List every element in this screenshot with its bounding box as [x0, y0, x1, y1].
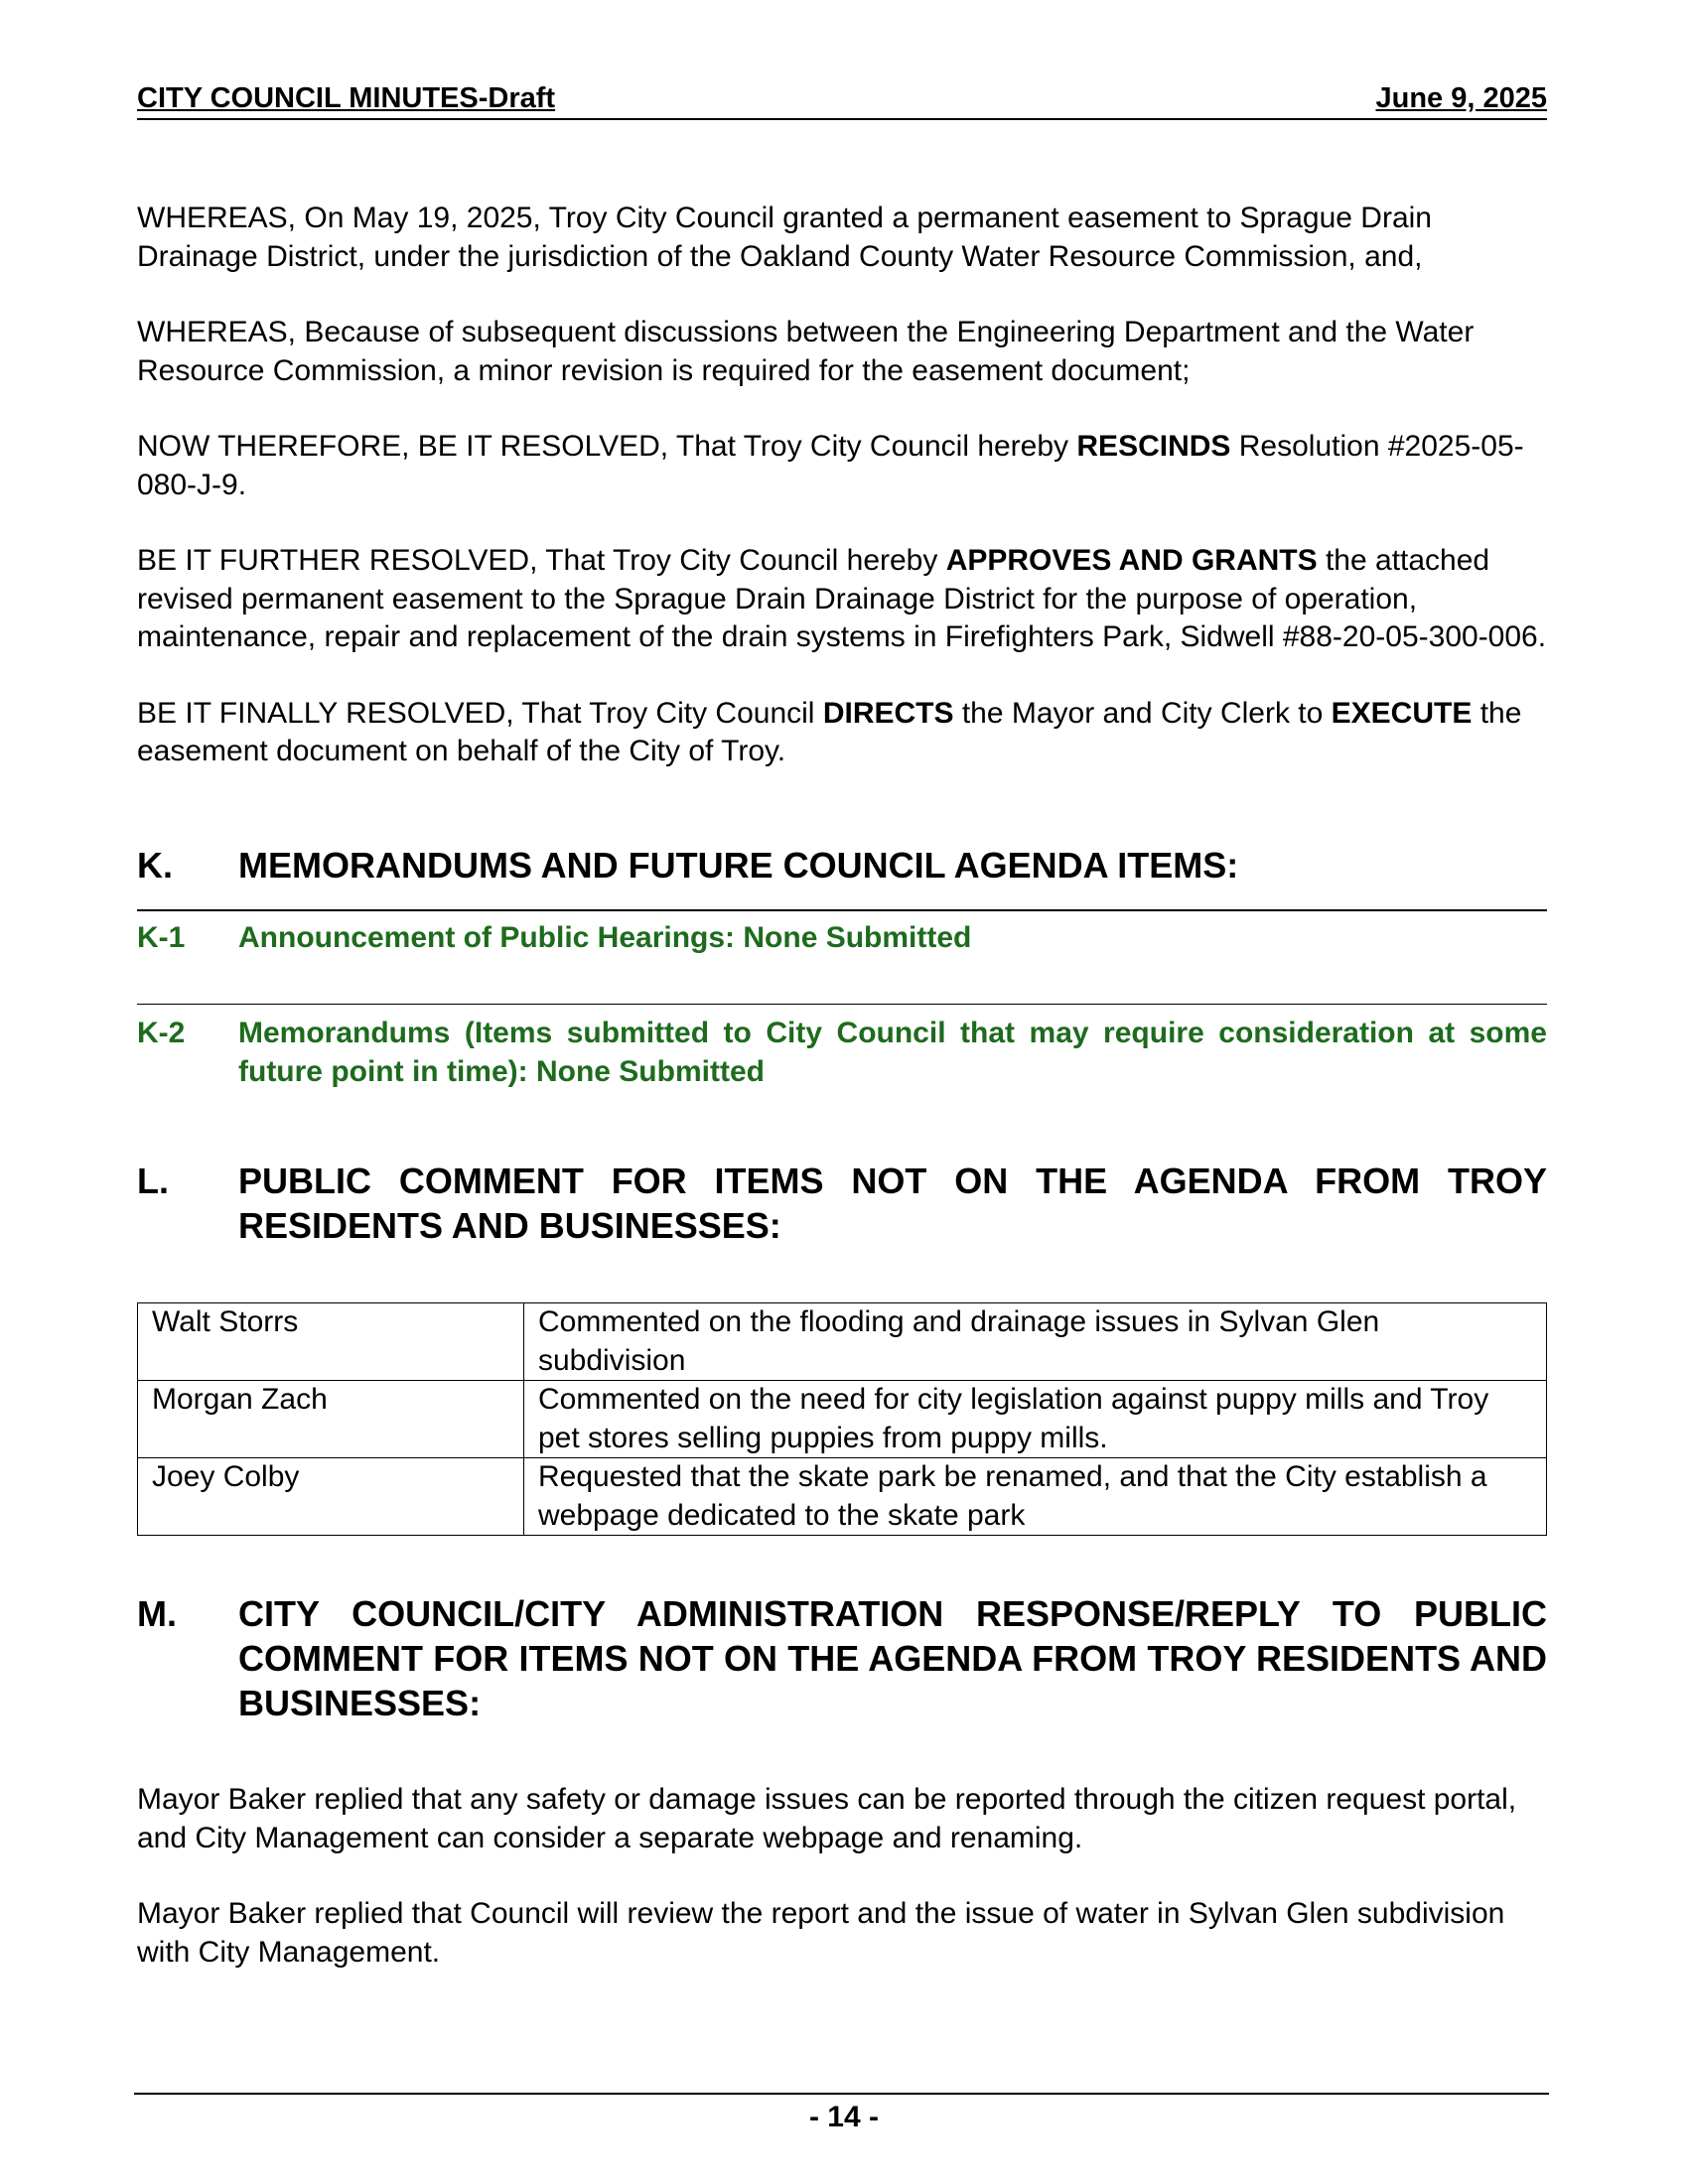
page-header	[137, 79, 1547, 120]
comment-text: Commented on the need for city legislation against puppy mills and Troy pet stores selling puppies from puppy mills.	[524, 1381, 1547, 1458]
comment-text: Commented on the flooding and drainage issues in Sylvan Glen subdivision	[524, 1303, 1547, 1381]
comment-text: Requested that the skate park be renamed, and that the City establish a webpage dedicated to the skate park	[524, 1458, 1547, 1536]
section-letter: L.	[137, 1160, 169, 1201]
section-m-heading	[137, 1591, 1547, 1725]
finally-resolved-paragraph	[137, 695, 1547, 771]
table-row	[138, 1458, 1547, 1536]
header-date: June 9, 2025	[1375, 82, 1547, 114]
section-l-heading	[137, 1159, 1547, 1248]
whereas-paragraph-1: WHEREAS, On May 19, 2025, Troy City Council granted a permanent easement to Sprague Drain Drainage District, under the jurisdiction of the Oakland County Water Resource Commission, and,	[137, 202, 1432, 273]
document-page	[137, 79, 1547, 1972]
directs-bold: DIRECTS	[822, 696, 954, 730]
subsection-text: Memorandums (Items submitted to City Council that may require consideration at some future point in time): None Submitted	[238, 1017, 1547, 1088]
resolved-paragraph	[137, 428, 1547, 504]
section-title: MEMORANDUMS AND FUTURE COUNCIL AGENDA ITEMS:	[238, 844, 1239, 886]
whereas-paragraph-2: WHEREAS, Because of subsequent discussions between the Engineering Department and the Water Resource Commission, a minor revision is required for the easement document;	[137, 316, 1475, 387]
commenter-name: Joey Colby	[138, 1458, 524, 1536]
public-comment-table	[137, 1302, 1547, 1536]
footer-rule	[134, 2093, 1549, 2095]
rescinds-bold: RESCINDS	[1076, 430, 1231, 463]
mayor-reply-1: Mayor Baker replied that any safety or damage issues can be reported through the citizen request portal, and City Management can consider a separate webpage and renaming.	[137, 1783, 1517, 1854]
further-text-end: the attached revised permanent easement to the Sprague Drain Drainage District for the purpose of operation, maintenance, repair and replacement of the drain systems in Firefighters Park, Sidwell #88-20-05-300-006.	[137, 544, 1547, 653]
mayor-reply-2: Mayor Baker replied that Council will review the report and the issue of water in Sylvan Glen subdivision with City Management.	[137, 1897, 1505, 1969]
section-k-heading	[137, 843, 1547, 911]
subsection-k1	[137, 919, 1547, 1006]
finally-text-mid: the Mayor and City Clerk to	[953, 696, 1332, 730]
subsection-number: K-2	[137, 1017, 186, 1049]
finally-text-end: the easement document on behalf of the City of Troy.	[137, 696, 1522, 767]
table-row	[138, 1303, 1547, 1381]
finally-text: BE IT FINALLY RESOLVED, That Troy City Council	[137, 696, 823, 730]
commenter-name: Walt Storrs	[138, 1303, 524, 1381]
section-letter: K.	[137, 844, 173, 886]
commenter-name: Morgan Zach	[138, 1381, 524, 1458]
subsection-k2	[137, 1015, 1547, 1091]
subsection-text: Announcement of Public Hearings: None Submitted	[238, 920, 972, 954]
page-number: - 14 -	[808, 2101, 880, 2133]
section-title: PUBLIC COMMENT FOR ITEMS NOT ON THE AGENDA FROM TROY RESIDENTS AND BUSINESSES:	[238, 1160, 1547, 1246]
further-text: BE IT FURTHER RESOLVED, That Troy City Council hereby	[137, 544, 946, 577]
resolved-text-end: Resolution #2025-05-080-J-9.	[137, 430, 1524, 501]
execute-bold: EXECUTE	[1331, 696, 1473, 730]
section-letter: M.	[137, 1593, 177, 1634]
resolved-text: NOW THEREFORE, BE IT RESOLVED, That Troy City Council hereby	[137, 430, 1077, 463]
section-title: CITY COUNCIL/CITY ADMINISTRATION RESPONSE/REPLY TO PUBLIC COMMENT FOR ITEMS NOT ON THE AGENDA FROM TROY RESIDENTS AND BUSINESSES:	[238, 1593, 1547, 1723]
header-title: CITY COUNCIL MINUTES-Draft	[137, 82, 556, 114]
further-resolved-paragraph	[137, 542, 1547, 657]
approves-bold: APPROVES AND GRANTS	[945, 544, 1318, 577]
table-row	[138, 1381, 1547, 1458]
subsection-number: K-1	[137, 920, 186, 954]
